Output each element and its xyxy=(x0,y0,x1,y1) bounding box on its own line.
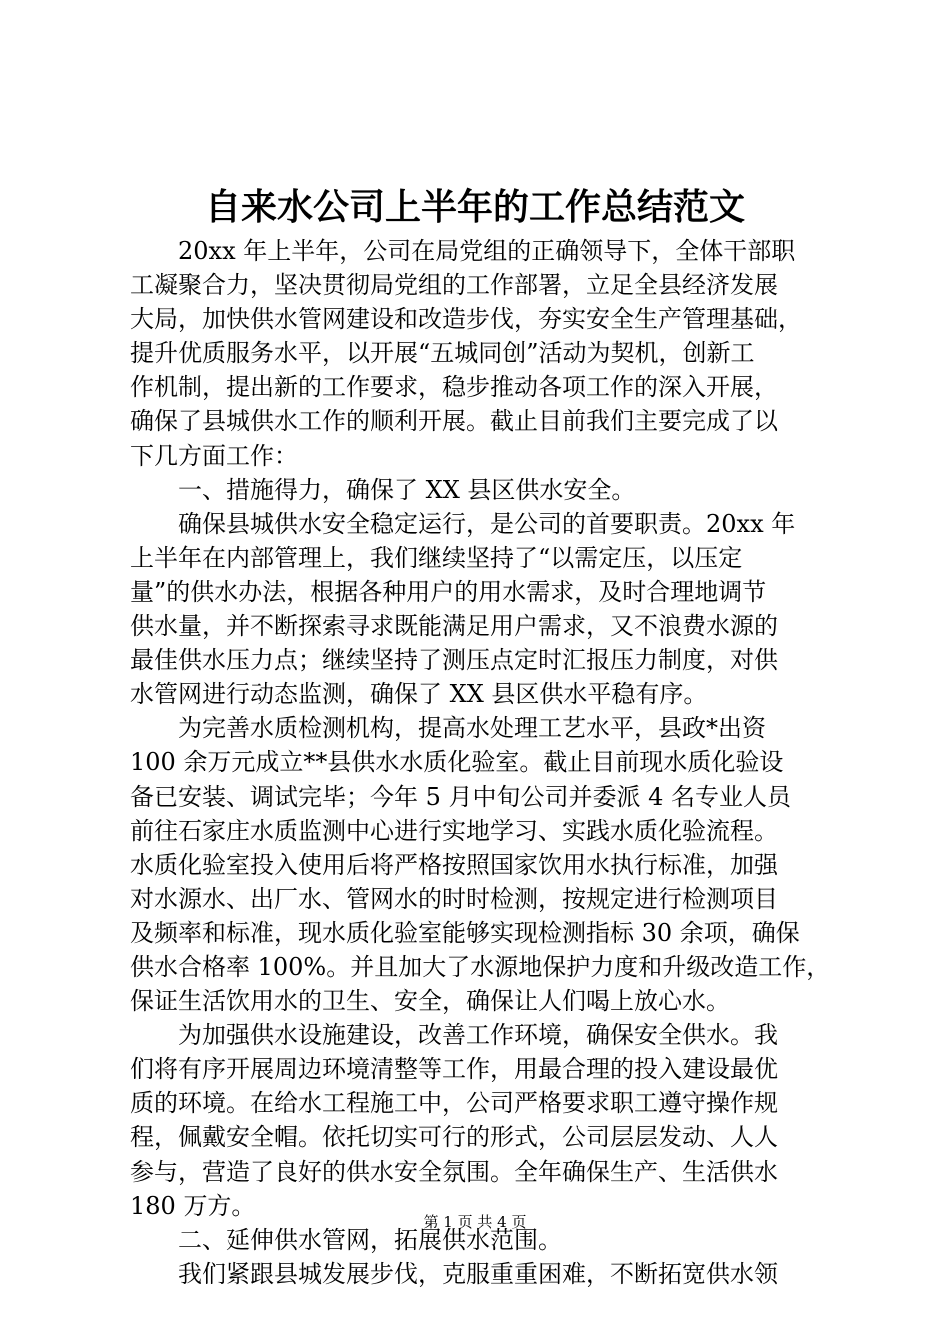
body-line: 上半年在内部管理上，我们继续坚持了“以需定压，以压定 xyxy=(130,543,743,572)
section-heading-2: 二、延伸供水管网，拓展供水范围。 xyxy=(130,1225,562,1254)
body-line: 大局，加快供水管网建设和改造步伐，夯实安全生产管理基础， xyxy=(130,305,802,334)
body-line: 确保县城供水安全稳定运行，是公司的首要职责。20xx 年 xyxy=(130,509,796,538)
body-line: 前往石家庄水质监测中心进行实地学习、实践水质化验流程。 xyxy=(130,816,778,845)
body-line: 100 余万元成立**县供水水质化验室。截止目前现水质化验设 xyxy=(130,748,784,777)
body-line: 备已安装、调试完毕；今年 5 月中旬公司并委派 4 名专业人员 xyxy=(130,782,792,811)
body-line: 们将有序开展周边环境清整等工作，用最合理的投入建设最优 xyxy=(130,1055,778,1084)
body-line: 质的环境。在给水工程施工中，公司严格要求职工遵守操作规 xyxy=(130,1089,778,1118)
body-line: 180 万方。 xyxy=(130,1191,256,1220)
body-line: 最佳供水压力点；继续坚持了测压点定时汇报压力制度，对供 xyxy=(130,646,778,675)
body-line: 保证生活饮用水的卫生、安全，确保让人们喝上放心水。 xyxy=(130,987,730,1016)
body-line: 水管网进行动态监测，确保了 XX 县区供水平稳有序。 xyxy=(130,680,708,709)
body-line: 为加强供水设施建设，改善工作环境，确保安全供水。我 xyxy=(130,1021,778,1050)
body-line: 供水合格率 100%。并且加大了水源地保护力度和升级改造工作， xyxy=(130,952,830,981)
body-line: 量”的供水办法，根据各种用户的用水需求，及时合理地调节 xyxy=(130,577,767,606)
body-line: 参与，营造了良好的供水安全氛围。全年确保生产、生活供水 xyxy=(130,1157,778,1186)
body-line: 水质化验室投入使用后将严格按照国家饮用水执行标准，加强 xyxy=(130,850,778,879)
body-line: 下几方面工作： xyxy=(130,441,298,470)
body-line: 20xx 年上半年，公司在局党组的正确领导下，全体干部职 xyxy=(130,237,796,265)
body-line: 作机制，提出新的工作要求，稳步推动各项工作的深入开展， xyxy=(130,373,778,402)
section-heading-1: 一、措施得力，确保了 XX 县区供水安全。 xyxy=(130,475,636,504)
body-line: 工凝聚合力，坚决贯彻局党组的工作部署，立足全县经济发展 xyxy=(130,271,778,300)
document-title: 自来水公司上半年的工作总结范文 xyxy=(204,186,745,228)
document-body xyxy=(130,234,830,1291)
body-line: 为完善水质检测机构，提高水处理工艺水平，县政*出资 xyxy=(130,714,766,743)
body-line: 程，佩戴安全帽。依托切实可行的形式，公司层层发动、人人 xyxy=(130,1123,778,1152)
body-line: 确保了县城供水工作的顺利开展。截止目前我们主要完成了以 xyxy=(130,407,778,436)
body-line: 及频率和标准，现水质化验室能够实现检测指标 30 余项，确保 xyxy=(130,918,800,947)
body-line: 对水源水、出厂水、管网水的时时检测，按规定进行检测项目 xyxy=(130,884,778,913)
body-line: 提升优质服务水平，以开展“五城同创”活动为契机，创新工 xyxy=(130,339,755,368)
body-line: 供水量，并不断探索寻求既能满足用户需求，又不浪费水源的 xyxy=(130,612,778,641)
page-number-footer: 第 1 页 共 4 页 xyxy=(423,1213,527,1231)
body-line: 我们紧跟县城发展步伐，克服重重困难，不断拓宽供水领 xyxy=(130,1259,778,1288)
